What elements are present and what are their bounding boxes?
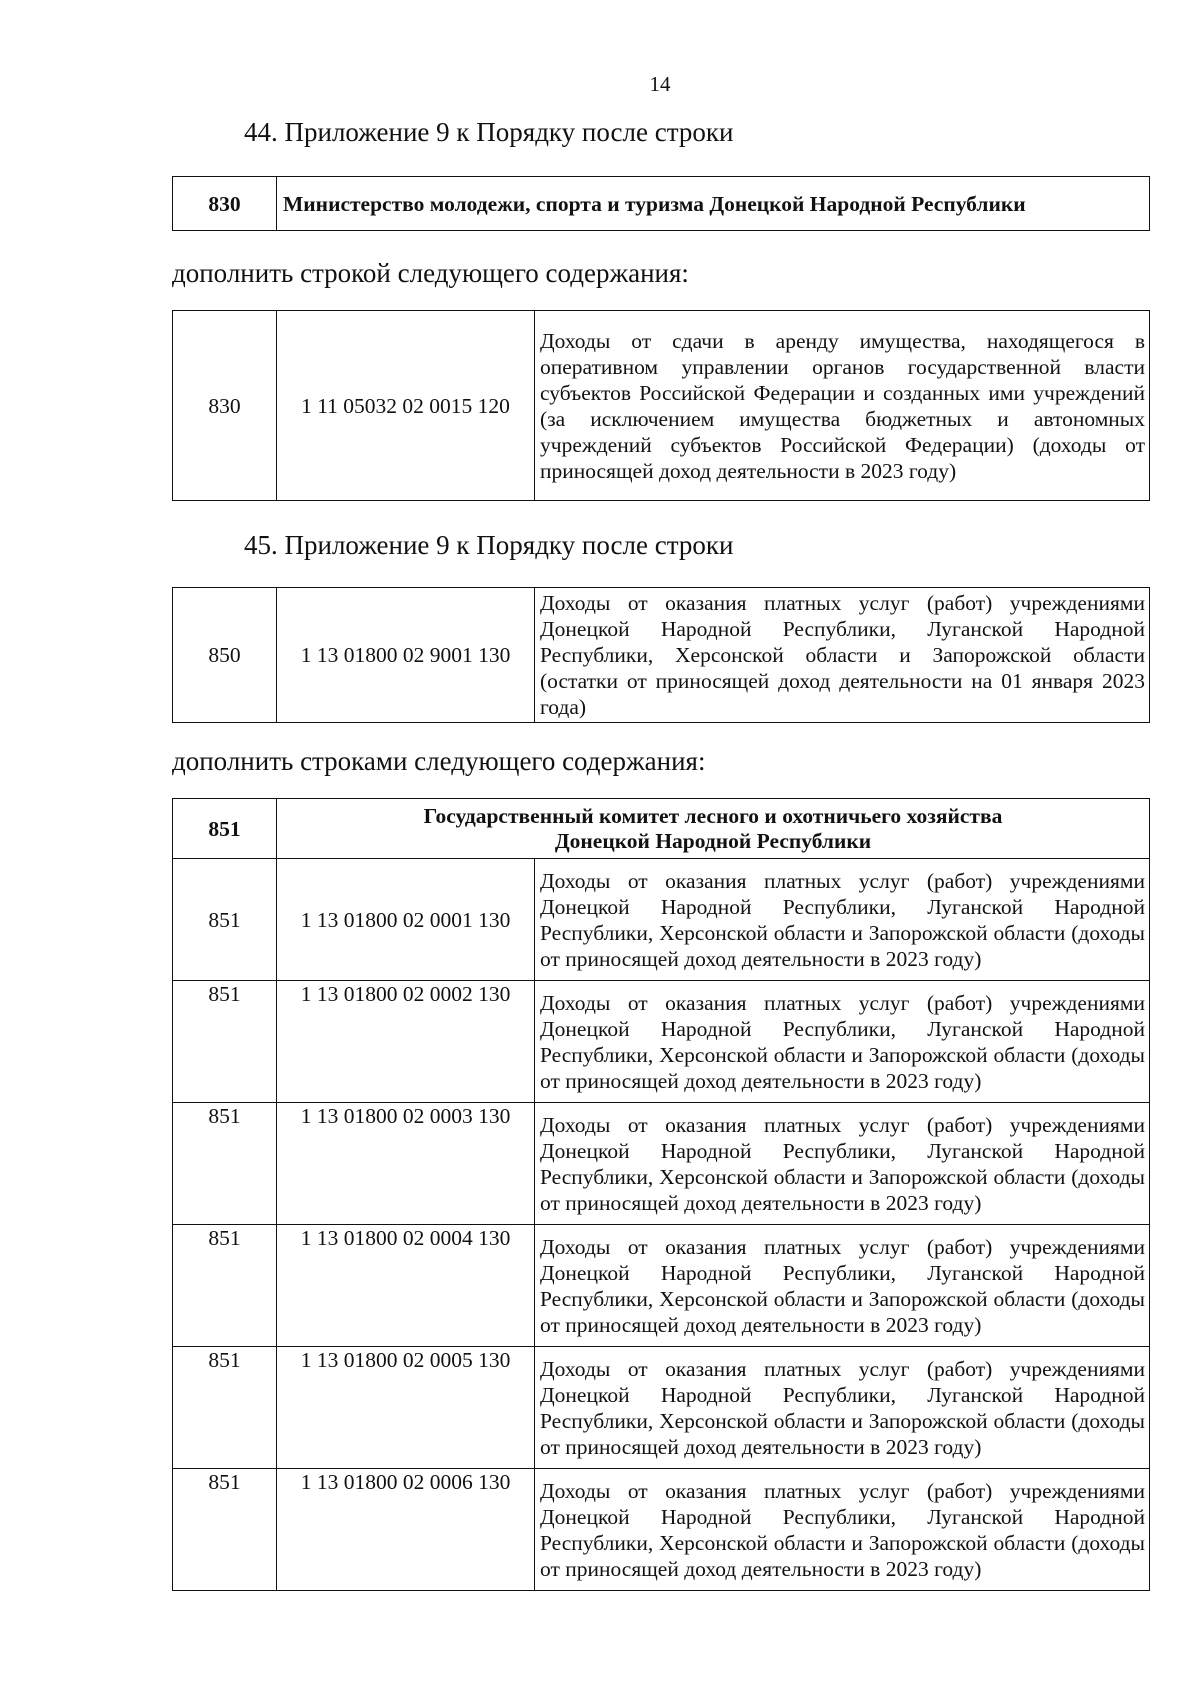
table-row: [173, 1469, 1150, 1591]
table-row: [173, 981, 1150, 1103]
committee-code: 851: [173, 799, 277, 859]
committee-name-line-1: Государственный комитет лесного и охотничьего хозяйства: [423, 803, 1003, 828]
table-row: [173, 1103, 1150, 1225]
table-row: [173, 1347, 1150, 1469]
row-code: 830: [173, 311, 277, 501]
row-description: Доходы от оказания платных услуг (работ) учреждениями Донецкой Народной Республики, Луганской Народной Республики, Херсонской области и Запорожской области (доходы от приносящей доход деятельности в 2023 году): [535, 1225, 1150, 1347]
page-number: 14: [649, 72, 671, 96]
section-44-instruction: дополнить строкой следующего содержания:: [172, 258, 689, 288]
row-code: 851: [173, 1347, 277, 1469]
section-45-added-table: [172, 798, 1150, 1591]
row-kbk: 1 13 01800 02 0003 130: [277, 1103, 535, 1225]
row-description: Доходы от оказания платных услуг (работ) учреждениями Донецкой Народной Республики, Луганской Народной Республики, Херсонской области и Запорожской области (остатки от приносящей доход деятельности на 01 января 2023 года): [535, 588, 1150, 723]
section-45-instruction: дополнить строками следующего содержания:: [172, 746, 706, 776]
row-code: 851: [173, 981, 277, 1103]
row-code: 851: [173, 1225, 277, 1347]
row-kbk: 1 13 01800 02 0006 130: [277, 1469, 535, 1591]
table-row: [173, 859, 1150, 981]
ministry-code: 830: [173, 177, 277, 231]
row-description: Доходы от сдачи в аренду имущества, находящегося в оперативном управлении органов государственной власти субъектов Российской Федерации и созданных ими учреждений (за исключением имущества бюджетных и автономных учреждений субъектов Российской Федерации) (доходы от приносящей доход деятельности в 2023 году): [535, 311, 1150, 501]
row-description: Доходы от оказания платных услуг (работ) учреждениями Донецкой Народной Республики, Луганской Народной Республики, Херсонской области и Запорожской области (доходы от приносящей доход деятельности в 2023 году): [535, 981, 1150, 1103]
row-description: Доходы от оказания платных услуг (работ) учреждениями Донецкой Народной Республики, Луганской Народной Республики, Херсонской области и Запорожской области (доходы от приносящей доход деятельности в 2023 году): [535, 859, 1150, 981]
row-code: 851: [173, 1469, 277, 1591]
table-row: [173, 588, 1150, 723]
row-kbk: 1 13 01800 02 0001 130: [277, 859, 535, 981]
section-44-added-table: [172, 310, 1150, 501]
row-description: Доходы от оказания платных услуг (работ) учреждениями Донецкой Народной Республики, Луганской Народной Республики, Херсонской области и Запорожской области (доходы от приносящей доход деятельности в 2023 году): [535, 1103, 1150, 1225]
row-kbk: 1 11 05032 02 0015 120: [277, 311, 535, 501]
section-44-heading: 44. Приложение 9 к Порядку после строки: [244, 117, 734, 147]
row-kbk: 1 13 01800 02 9001 130: [277, 588, 535, 723]
section-44-header-table: [172, 176, 1150, 231]
row-code: 851: [173, 1103, 277, 1225]
section-45-reference-table: [172, 587, 1150, 723]
table-row: [173, 311, 1150, 501]
table-row: [173, 177, 1150, 231]
row-kbk: 1 13 01800 02 0002 130: [277, 981, 535, 1103]
table-row: [173, 1225, 1150, 1347]
committee-name-line-2: Донецкой Народной Республики: [554, 828, 872, 853]
row-description: Доходы от оказания платных услуг (работ) учреждениями Донецкой Народной Республики, Луганской Народной Республики, Херсонской области и Запорожской области (доходы от приносящей доход деятельности в 2023 году): [535, 1469, 1150, 1591]
row-description: Доходы от оказания платных услуг (работ) учреждениями Донецкой Народной Республики, Луганской Народной Республики, Херсонской области и Запорожской области (доходы от приносящей доход деятельности в 2023 году): [535, 1347, 1150, 1469]
row-kbk: 1 13 01800 02 0004 130: [277, 1225, 535, 1347]
committee-header-row: [173, 799, 1150, 859]
row-code: 850: [173, 588, 277, 723]
section-45-heading: 45. Приложение 9 к Порядку после строки: [244, 530, 734, 560]
row-kbk: 1 13 01800 02 0005 130: [277, 1347, 535, 1469]
row-code: 851: [173, 859, 277, 981]
ministry-name: Министерство молодежи, спорта и туризма Донецкой Народной Республики: [277, 177, 1150, 231]
committee-name: [277, 799, 1150, 859]
